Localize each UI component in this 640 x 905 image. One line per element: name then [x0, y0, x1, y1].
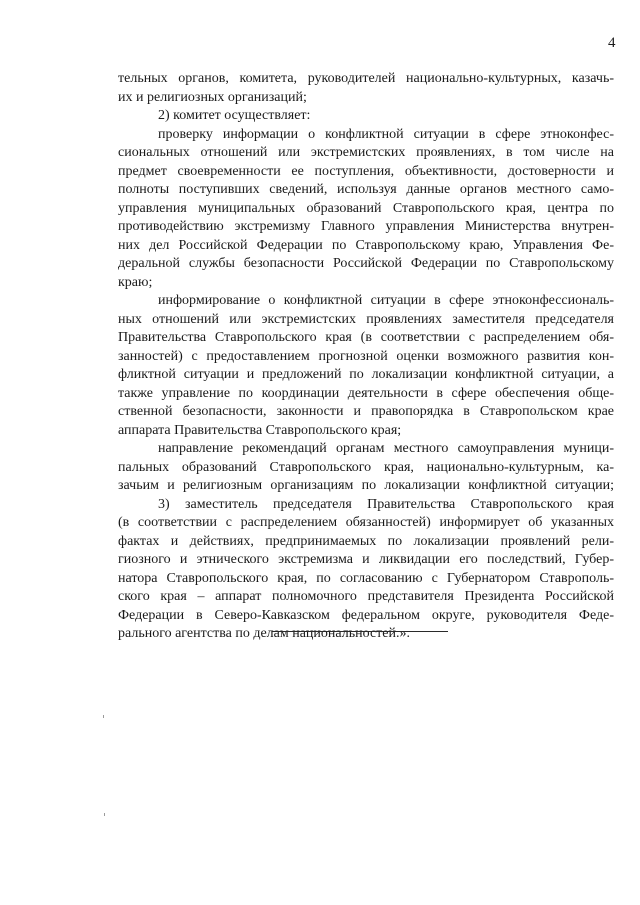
text-line: 3) заместитель председателя Правительства Ставропольского края — [158, 496, 614, 512]
closing-separator-line — [272, 631, 448, 632]
text-line: натора Ставропольского края, по согласованию с Губернатором Ставрополь- — [118, 570, 614, 586]
text-line: них дел Российской Федерации по Ставропольскому краю, Управления Фе- — [118, 237, 614, 253]
text-line: деральной службы безопасности Российской Федерации по Ставропольскому — [118, 256, 614, 271]
text-line: сиональных отношений или экстремистских проявлениях, в том числе на — [118, 145, 614, 160]
text-line: проверку информации о конфликтной ситуации в сфере этноконфес- — [158, 126, 614, 142]
text-line: фактах и действиях, предпринимаемых по локализации проявлений рели- — [118, 533, 614, 549]
text-line: занностей) с предоставлением прогнозной оценки возможного развития кон- — [118, 348, 614, 364]
text-line: гиозного и этнического экстремизма и ликвидации его последствий, Губер- — [118, 552, 614, 567]
text-line: управления муниципальных образований Ставропольского края, центра по — [118, 200, 614, 216]
text-line: ского края – аппарат полномочного представителя Президента Российской — [118, 589, 614, 604]
text-line: аппарата Правительства Ставропольского края; — [118, 422, 402, 438]
text-line: краю; — [118, 274, 153, 290]
page-number: 4 — [608, 35, 616, 51]
scan-artifact — [104, 813, 105, 816]
text-line: полноты поступивших сведений, используя данные органов местного само- — [118, 182, 614, 197]
text-line: их и религиозных организаций; — [118, 89, 307, 105]
text-line: рального агентства по делам национальностей.». — [118, 626, 410, 641]
text-line: (в соответствии с распределением обязанностей) информирует об указанных — [118, 515, 614, 530]
text-line: фликтной ситуации и предложений по локализации конфликтной ситуации, а — [118, 367, 614, 382]
text-line: противодействию экстремизму Главного управления Министерства внутрен- — [118, 219, 614, 234]
text-line: пальных образований Ставропольского края, национально-культурным, ка- — [118, 459, 614, 475]
text-line: зачьим и религиозным организациям по локализации конфликтной ситуации; — [118, 478, 614, 493]
text-line: 2) комитет осуществляет: — [158, 108, 311, 123]
text-line: предмет своевременности ее поступления, объективности, достоверности и — [118, 163, 614, 179]
scan-artifact — [103, 715, 104, 718]
text-line: Федерации в Северо-Кавказском федеральном округе, руководителя Феде- — [118, 607, 614, 623]
text-line: ных отношений или экстремистских проявлениях заместителя председателя — [118, 311, 614, 327]
text-line: информирование о конфликтной ситуации в сфере этноконфессиональ- — [158, 293, 614, 308]
text-line: ственной безопасности, законности и правопорядка в Ставропольском крае — [118, 404, 614, 419]
text-line: направление рекомендаций органам местного самоуправления муници- — [158, 441, 614, 456]
text-line: тельных органов, комитета, руководителей национально-культурных, казачь- — [118, 71, 614, 86]
text-line: также управление по координации деятельности в сфере обеспечения обще- — [118, 385, 614, 401]
document-body — [118, 70, 614, 644]
text-line: Правительства Ставропольского края (в соответствии с распределением обя- — [118, 330, 614, 345]
